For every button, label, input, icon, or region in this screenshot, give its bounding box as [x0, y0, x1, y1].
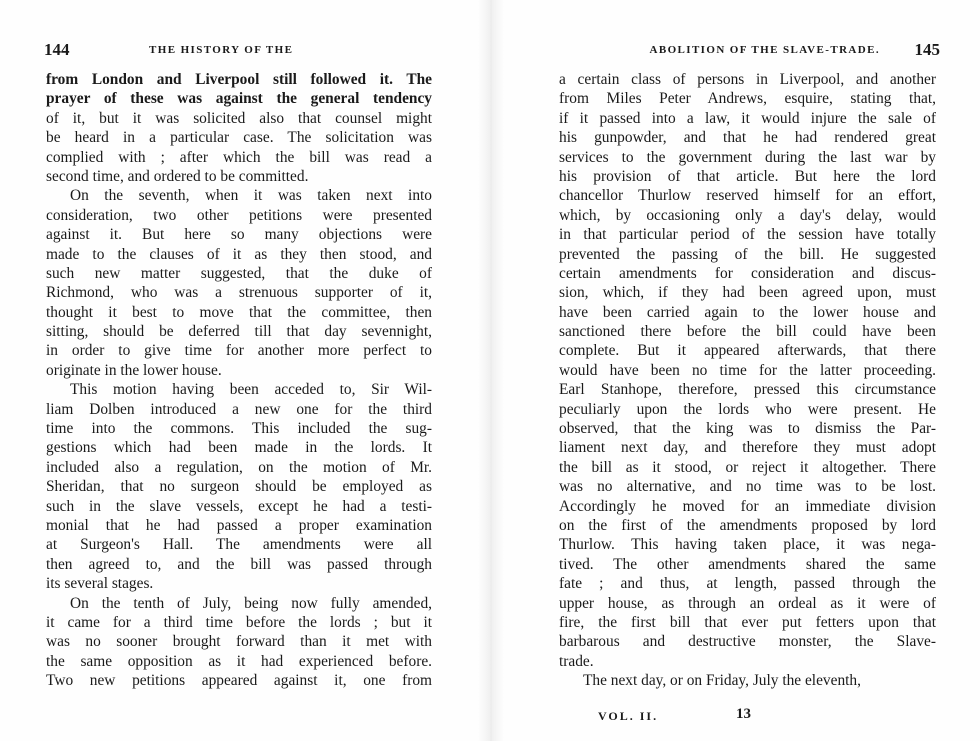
text-line: second time, and ordered to be committed. [46, 167, 309, 185]
text-line: against it. But here so many objections were [46, 226, 432, 244]
text-line: peculiarly upon the lords who were present. He [559, 400, 936, 418]
text-line: originate in the lower house. [46, 361, 222, 379]
left-running-head: THE HISTORY OF THE [149, 44, 294, 56]
text-line: would have been no time for the latter proceeding. [559, 361, 936, 379]
text-line: The next day, or on Friday, July the eleventh, [583, 672, 861, 690]
left-page-number: 144 [44, 40, 70, 59]
text-line: Sheridan, that no surgeon should be employed as [46, 478, 432, 496]
text-line: Thurlow. This having taken place, it was nega- [559, 536, 936, 554]
text-line: On the seventh, when it was taken next into [70, 187, 432, 205]
text-line: complied with ; after which the bill was read a [46, 148, 432, 166]
text-line: services to the government during the last war by [559, 148, 936, 166]
text-line: which, by occasioning only a day's delay, would [559, 206, 936, 224]
text-line: monial that he had passed a proper examination [46, 516, 432, 534]
text-line: of it, but it was solicited also that counsel might [46, 109, 432, 127]
text-line: from Miles Peter Andrews, esquire, stating that, [559, 90, 936, 108]
text-line: time into the commons. This included the sug- [46, 420, 432, 438]
text-line: fire, the first bill that ever put fetters upon that [559, 613, 936, 631]
text-line: On the tenth of July, being now fully amended, [70, 594, 432, 612]
text-line: This motion having been acceded to, Sir Wil- [70, 381, 432, 399]
text-line: sanctioned there before the bill could have been [559, 323, 936, 341]
text-line: consideration, two other petitions were presented [46, 206, 432, 224]
text-line: gestions which had been made in the lords. It [46, 439, 432, 457]
text-line: complete. But it appeared afterwards, that there [559, 342, 936, 360]
volume-footer: VOL. II. [598, 709, 659, 723]
signature-mark: 13 [736, 706, 751, 722]
text-line: included also a regulation, on the motion of Mr. [46, 458, 432, 476]
text-line: liament next day, and therefore they must adopt [559, 439, 936, 457]
text-line: his provision of that article. But here the lord [559, 167, 936, 185]
text-line: prevented the passing of the bill. He suggested [559, 245, 936, 263]
text-line: made to the clauses of it as they then stood, and [46, 245, 432, 263]
text-line: it came for a third time before the lords ; but it [46, 613, 432, 631]
text-line: on the first of the amendments proposed by lord [559, 516, 936, 534]
text-line: then agreed to, and the bill was passed through [46, 555, 432, 573]
text-line: if it passed into a law, it would injure the sale of [559, 109, 936, 127]
text-line: the same opposition as it had experienced before. [46, 652, 432, 670]
text-line: upper house, as through an ordeal as it were of [559, 594, 936, 612]
right-page-header [560, 40, 940, 64]
text-line: was no sooner brought forward than it met with [46, 633, 432, 651]
text-line: Richmond, who was a strenuous supporter of it, [46, 284, 432, 302]
text-line: Accordingly he moved for an immediate division [559, 497, 936, 515]
right-page-number: 145 [914, 40, 940, 59]
text-line: at Surgeon's Hall. The amendments were all [46, 536, 432, 554]
right-page [500, 0, 980, 741]
text-line: the bill as it stood, or reject it altogether. There [559, 458, 936, 476]
text-line: prayer of these was against the general tendency [46, 90, 432, 108]
text-line: certain amendments for consideration and discus- [559, 264, 936, 282]
left-page [0, 0, 480, 741]
text-line: a certain class of persons in Liverpool, and another [559, 71, 936, 88]
text-line: from London and Liverpool still followed it. The [46, 71, 432, 88]
right-running-head: ABOLITION OF THE SLAVE-TRADE. [649, 44, 880, 56]
text-line: barbarous and destructive monster, the Slave- [559, 633, 936, 651]
text-line: chancellor Thurlow reserved himself for an effort, [559, 187, 936, 205]
text-line: his gunpowder, and that he had rendered great [559, 129, 936, 147]
text-line: such new matter suggested, that the duke of [46, 264, 432, 282]
right-text-block [559, 70, 936, 691]
text-line: liam Dolben introduced a new one for the third [46, 400, 432, 418]
text-line: sitting, should be deferred till that day sevennight, [46, 323, 432, 341]
text-line: thought it best to move that the committee, then [46, 303, 432, 321]
text-line: its several stages. [46, 575, 154, 593]
text-line: observed, that the king was to dismiss the Par- [559, 420, 936, 438]
text-line: fate ; and thus, at length, passed through the [559, 575, 936, 593]
text-line: Earl Stanhope, therefore, pressed this circumstance [559, 381, 936, 399]
left-text-block [46, 70, 432, 691]
text-line: in order to give time for another more perfect to [46, 342, 432, 360]
text-line: in that particular period of the session have totally [559, 226, 936, 244]
text-line: have been carried again to the lower house and [559, 303, 936, 321]
text-line: sion, which, if they had been agreed upon, must [559, 284, 936, 302]
text-line: such in the slave vessels, except he had a testi- [46, 497, 432, 515]
left-page-header [44, 40, 434, 64]
text-line: was no alternative, and no time was to be lost. [559, 478, 936, 496]
text-line: trade. [559, 652, 594, 670]
text-line: tived. The other amendments shared the same [559, 555, 936, 573]
text-line: be heard in a particular case. The solicitation was [46, 129, 432, 147]
text-line: Two new petitions appeared against it, one from [46, 672, 432, 690]
